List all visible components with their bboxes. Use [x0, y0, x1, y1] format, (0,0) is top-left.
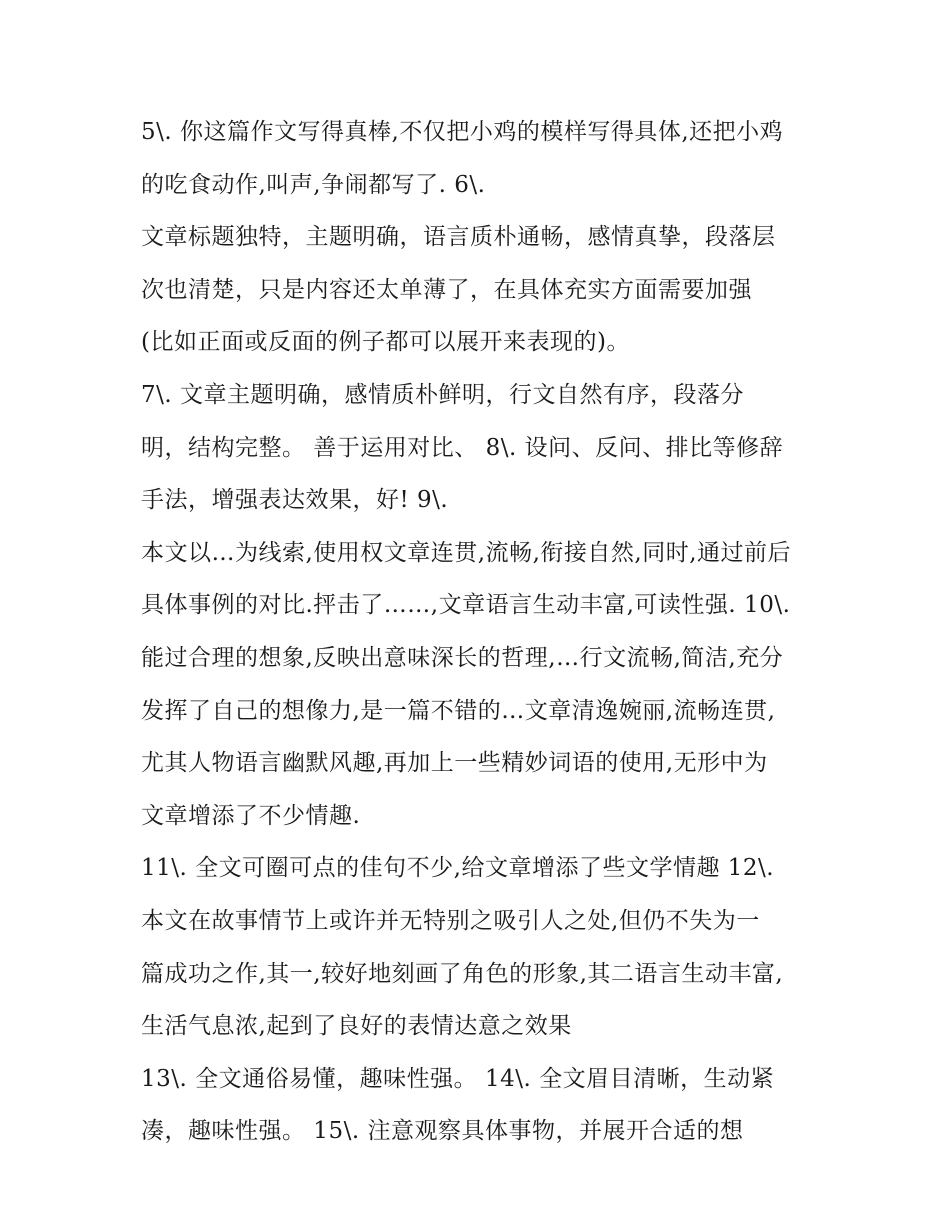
text-line: 能过合理的想象,反映出意味深长的哲理,…行文流畅,简洁,充分 [141, 644, 784, 671]
text-line: 文章标题独特，主题明确，语言质朴通畅，感情真挚，段落层 [141, 224, 776, 251]
text-line: 发挥了自己的想像力,是一篇不错的…文章清逸婉丽,流畅连贯, [141, 697, 776, 724]
text-line: 次也清楚，只是内容还太单薄了，在具体充实方面需要加强 [141, 276, 752, 303]
text-line: 生活气息浓,起到了良好的表情达意之效果 [141, 1013, 572, 1040]
text-line: 13\. 全文通俗易懂，趣味性强。 14\. 全文眉目清晰，生动紧 [141, 1065, 775, 1092]
text-line: 明，结构完整。 善于运用对比、 8\. 设问、反问、排比等修辞 [141, 434, 784, 461]
text-line: 的吃食动作,叫声,争闹都写了. 6\. [141, 171, 486, 198]
text-line: 尤其人物语言幽默风趣,再加上一些精妙词语的使用,无形中为 [141, 750, 768, 777]
text-line: 具体事例的对比.抨击了……,文章语言生动丰富,可读性强. 10\. [141, 592, 791, 619]
text-line: 凑，趣味性强。 15\. 注意观察具体事物，并展开合适的想 [141, 1118, 744, 1145]
text-line: 7\. 文章主题明确，感情质朴鲜明，行文自然有序，段落分 [141, 381, 745, 408]
text-line: 手法，增强表达效果，好! 9\. [141, 487, 449, 514]
text-line: 5\. 你这篇作文写得真棒,不仅把小鸡的模样写得具体,还把小鸡 [141, 119, 784, 145]
text-line: 篇成功之作,其一,较好地刻画了角色的形象,其二语言生动丰富, [141, 960, 784, 987]
text-line: 本文以…为线索,使用权文章连贯,流畅,衔接自然,同时,通过前后 [141, 539, 792, 566]
document-body [141, 111, 821, 1163]
text-line: 本文在故事情节上或许并无特别之吸引人之处,但仍不失为一 [141, 907, 760, 934]
text-line: (比如正面或反面的例子都可以展开来表现的)。 [141, 329, 630, 356]
text-line: 11\. 全文可圈可点的佳句不少,给文章增添了些文学情趣 12\. [141, 855, 775, 882]
text-line: 文章增添了不少情趣. [141, 802, 361, 829]
